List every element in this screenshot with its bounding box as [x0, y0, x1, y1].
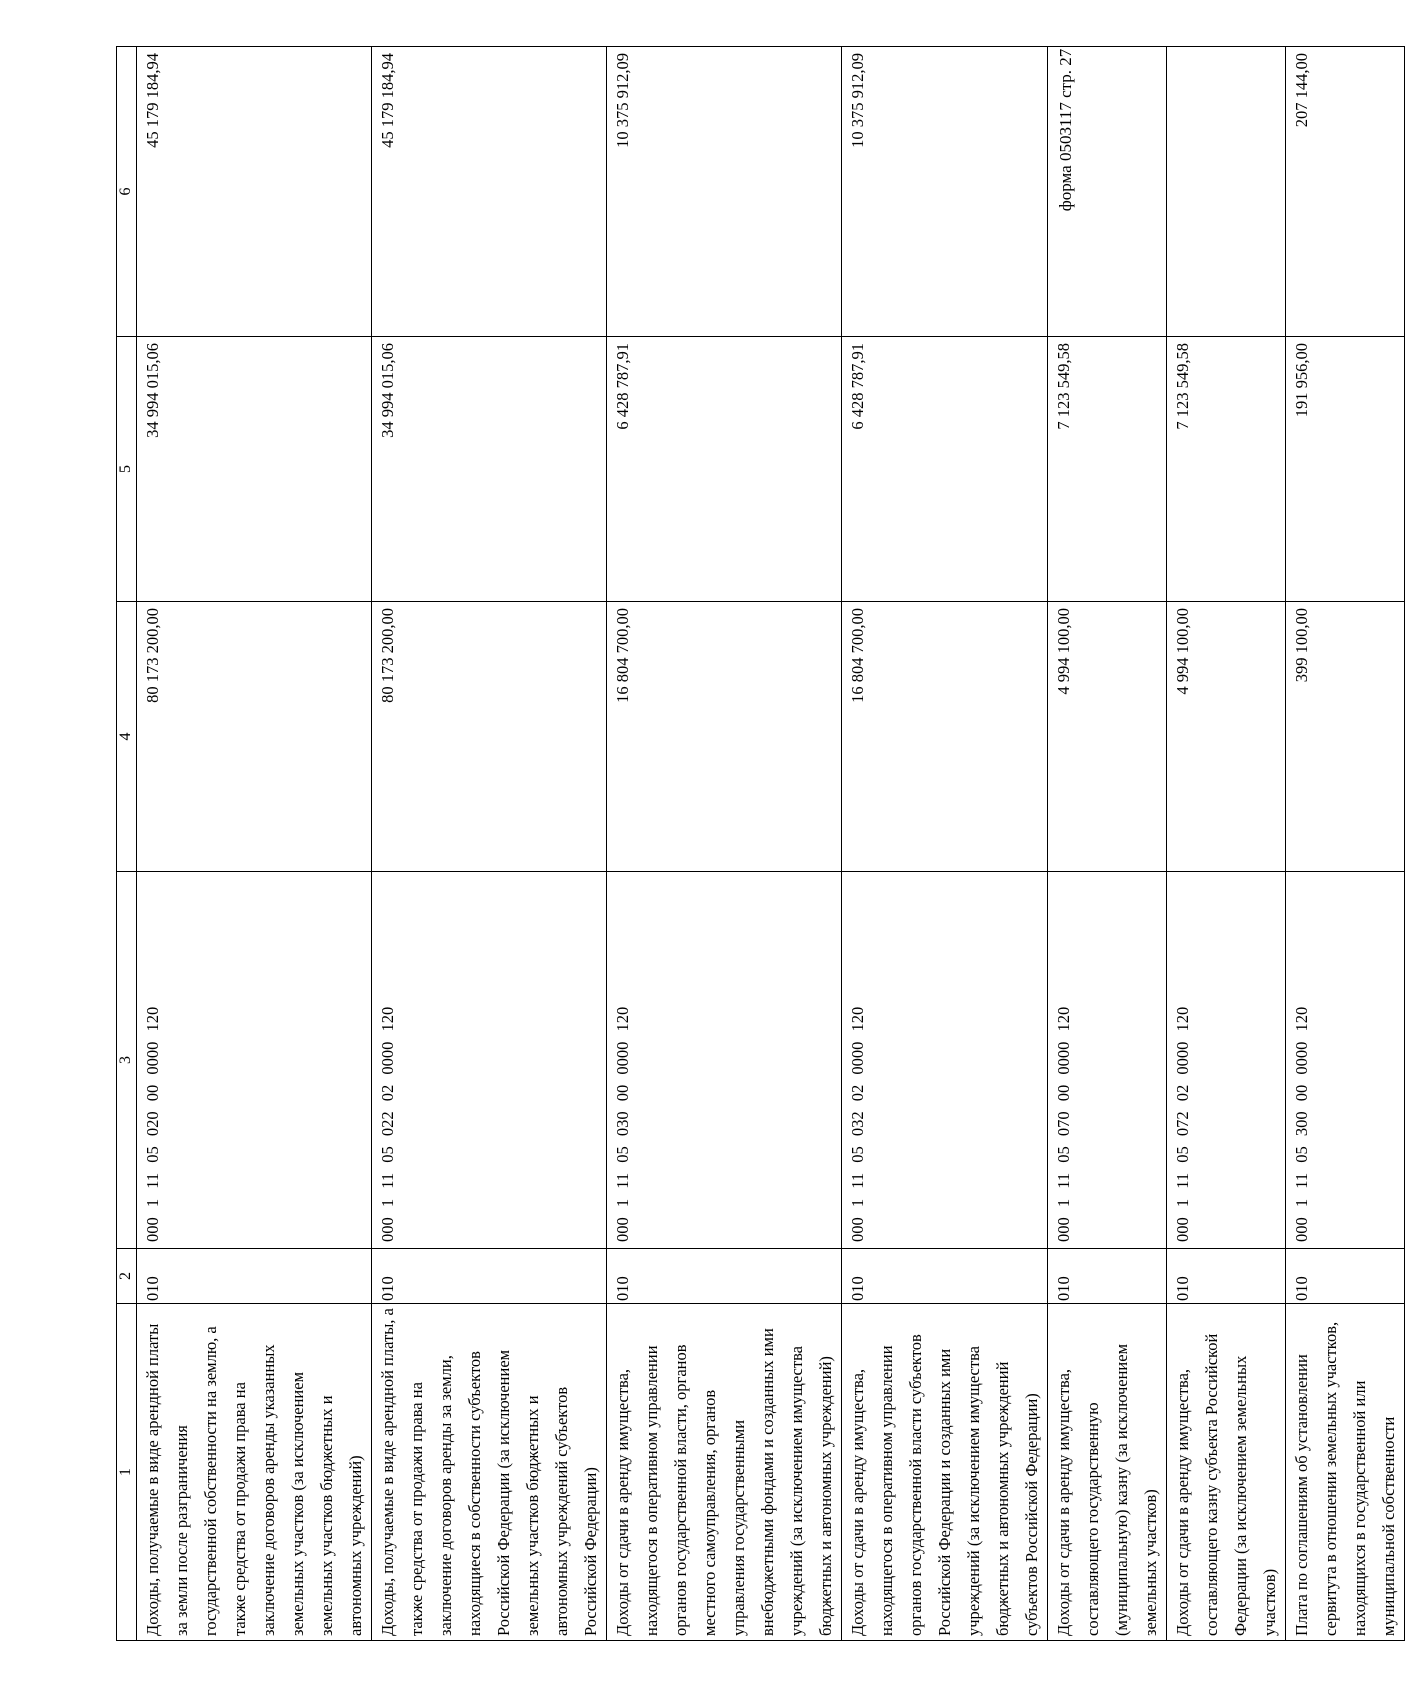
column-header-5: 5 [117, 337, 137, 602]
table-row [372, 47, 607, 1641]
row-line-code: 010 [1048, 1249, 1167, 1304]
row-unexecuted-amount: 10 375 912,09 [842, 47, 1048, 337]
row-unexecuted-amount: 45 179 184,94 [372, 47, 607, 337]
table-row [607, 47, 842, 1641]
row-budget-code: 000 1 11 05 020 00 0000 120 [137, 872, 372, 1249]
row-unexecuted-amount: 45 179 184,94 [137, 47, 372, 337]
row-description: Доходы от сдачи в аренду имущества, составляющего казну субъекта Российской Федерации (за исключением земельных участков) [1167, 1304, 1286, 1641]
row-line-code: 010 [372, 1249, 607, 1304]
row-line-code: 010 [1167, 1249, 1286, 1304]
row-executed-amount: 191 956,00 [1286, 337, 1405, 602]
row-description: Доходы, получаемые в виде арендной платы, а также средства от продажи права на заключение договоров аренды за земли, находящиеся в собственности субъектов Российской Федерации (за исключением земельных участков бюджетных и автономных учреждений субъектов Российской Федерации) [372, 1304, 607, 1641]
column-header-3: 3 [117, 872, 137, 1249]
form-page-label-text: форма 0503117 стр. 27 [1056, 48, 1075, 212]
row-budget-code: 000 1 11 05 022 02 0000 120 [372, 872, 607, 1249]
row-budget-code: 000 1 11 05 030 00 0000 120 [607, 872, 842, 1249]
row-approved-amount: 399 100,00 [1286, 602, 1405, 872]
row-approved-amount: 16 804 700,00 [607, 602, 842, 872]
row-line-code: 010 [1286, 1249, 1405, 1304]
row-executed-amount: 34 994 015,06 [372, 337, 607, 602]
row-executed-amount: 7 123 549,58 [1167, 337, 1286, 602]
table-row [1286, 47, 1405, 1641]
column-header-6: 6 [117, 47, 137, 337]
row-executed-amount: 34 994 015,06 [137, 337, 372, 602]
table-row [842, 47, 1048, 1641]
table-row [137, 47, 372, 1641]
row-line-code: 010 [137, 1249, 372, 1304]
row-description: Доходы от сдачи в аренду имущества, находящегося в оперативном управлении органов государственной власти, органов местного самоуправления, органов управления государственными внебюджетными фондами и созданных ими учреждений (за исключением имущества бюджетных и автономных учреждений) [607, 1304, 842, 1641]
row-unexecuted-amount: 207 144,00 [1286, 47, 1405, 337]
column-header-2: 2 [117, 1249, 137, 1304]
table-row [1048, 47, 1167, 1641]
row-approved-amount: 80 173 200,00 [372, 602, 607, 872]
row-unexecuted-amount: 10 375 912,09 [607, 47, 842, 337]
row-executed-amount: 7 123 549,58 [1048, 337, 1167, 602]
row-approved-amount: 4 994 100,00 [1048, 602, 1167, 872]
row-approved-amount: 4 994 100,00 [1167, 602, 1286, 872]
revenue-table [116, 46, 1405, 1641]
row-approved-amount: 16 804 700,00 [842, 602, 1048, 872]
row-budget-code: 000 1 11 05 072 02 0000 120 [1167, 872, 1286, 1249]
row-executed-amount: 6 428 787,91 [607, 337, 842, 602]
column-number-row [117, 47, 137, 1641]
row-budget-code: 000 1 11 05 070 00 0000 120 [1048, 872, 1167, 1249]
table-row [1167, 47, 1286, 1641]
row-budget-code: 000 1 11 05 032 02 0000 120 [842, 872, 1048, 1249]
row-description: Плата по соглашениям об установлении сервитута в отношении земельных участков, находящихся в государственной или муниципальной собственности [1286, 1304, 1405, 1641]
column-header-1: 1 [117, 1304, 137, 1641]
row-description: Доходы от сдачи в аренду имущества, находящегося в оперативном управлении органов государственной власти субъектов Российской Федерации и созданных ими учреждений (за исключением имущества бюджетных и автономных учреждений субъектов Российской Федерации) [842, 1304, 1048, 1641]
row-line-code: 010 [607, 1249, 842, 1304]
row-unexecuted-amount [1048, 47, 1167, 337]
row-description: Доходы от сдачи в аренду имущества, составляющего государственную (муниципальную) казну (за исключением земельных участков) [1048, 1304, 1167, 1641]
row-executed-amount: 6 428 787,91 [842, 337, 1048, 602]
row-unexecuted-amount [1167, 47, 1286, 337]
row-description: Доходы, получаемые в виде арендной платы за земли после разграничения государственной собственности на землю, а также средства от продажи права на заключение договоров аренды указанных земельных участков (за исключением земельных участков бюджетных и автономных учреждений) [137, 1304, 372, 1641]
row-budget-code: 000 1 11 05 300 00 0000 120 [1286, 872, 1405, 1249]
row-line-code: 010 [842, 1249, 1048, 1304]
row-approved-amount: 80 173 200,00 [137, 602, 372, 872]
column-header-4: 4 [117, 602, 137, 872]
